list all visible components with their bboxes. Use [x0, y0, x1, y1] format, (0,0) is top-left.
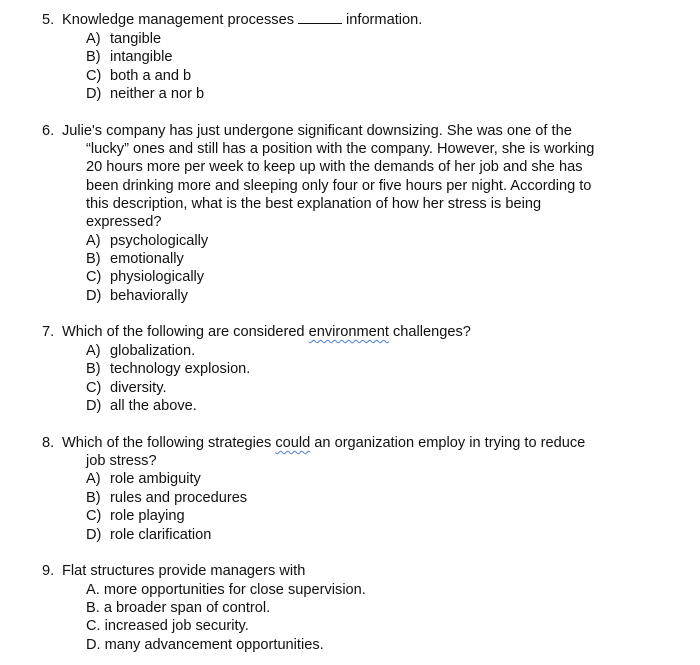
option-c: C) role playing — [86, 508, 185, 524]
question-stem: Flat structures provide managers with — [62, 563, 306, 579]
question-stem — [62, 11, 422, 29]
option-b: B) emotionally — [86, 251, 184, 267]
question-stem-line: 20 hours more per week to keep up with the demands of her job and she has — [86, 159, 583, 175]
option-b: B) rules and procedures — [86, 490, 248, 506]
question-stem-line: “lucky” ones and still has a position with the company. However, she is working — [86, 141, 595, 157]
question-number: 7. — [42, 324, 55, 340]
stem-after-blank: information. — [346, 12, 423, 28]
option-d: D) all the above. — [86, 398, 197, 414]
option-b: B. a broader span of control. — [86, 600, 271, 616]
question-stem: Which of the following strategies could an organization employ in trying to reduce — [62, 435, 586, 451]
question-stem-line: job stress? — [86, 453, 157, 469]
stem-before-blank: Knowledge management processes — [62, 12, 295, 28]
question-stem-line: been drinking more and sleeping only four or five hours per night. According to — [86, 178, 592, 194]
option-d: D) neither a nor b — [86, 86, 205, 102]
option-c: C. increased job security. — [86, 618, 249, 634]
option-d: D. many advancement opportunities. — [86, 637, 324, 653]
question-stem-line: Julie's company has just undergone significant downsizing. She was one of the — [62, 123, 572, 139]
answer-blank — [298, 11, 342, 24]
question-stem-line: expressed? — [86, 214, 162, 230]
question-stem: Which of the following are considered environment challenges? — [62, 324, 471, 340]
option-a: A. more opportunities for close supervision. — [86, 582, 366, 598]
option-c: C) physiologically — [86, 269, 205, 285]
option-a: A) globalization. — [86, 343, 196, 359]
option-c: C) diversity. — [86, 380, 167, 396]
option-b: B) technology explosion. — [86, 361, 251, 377]
option-d: D) role clarification — [86, 527, 212, 543]
question-number: 8. — [42, 435, 55, 451]
option-a: A) tangible — [86, 31, 162, 47]
question-number: 6. — [42, 123, 55, 139]
question-stem-line: this description, what is the best explanation of how her stress is being — [86, 196, 542, 212]
spellcheck-underline: could — [275, 435, 311, 451]
option-b: B) intangible — [86, 49, 173, 65]
option-c: C) both a and b — [86, 68, 192, 84]
question-number: 9. — [42, 563, 55, 579]
option-d: D) behaviorally — [86, 288, 188, 304]
spellcheck-underline: environment — [308, 324, 389, 340]
question-number: 5. — [42, 12, 55, 28]
option-a: A) role ambiguity — [86, 471, 201, 487]
option-a: A) psychologically — [86, 233, 209, 249]
